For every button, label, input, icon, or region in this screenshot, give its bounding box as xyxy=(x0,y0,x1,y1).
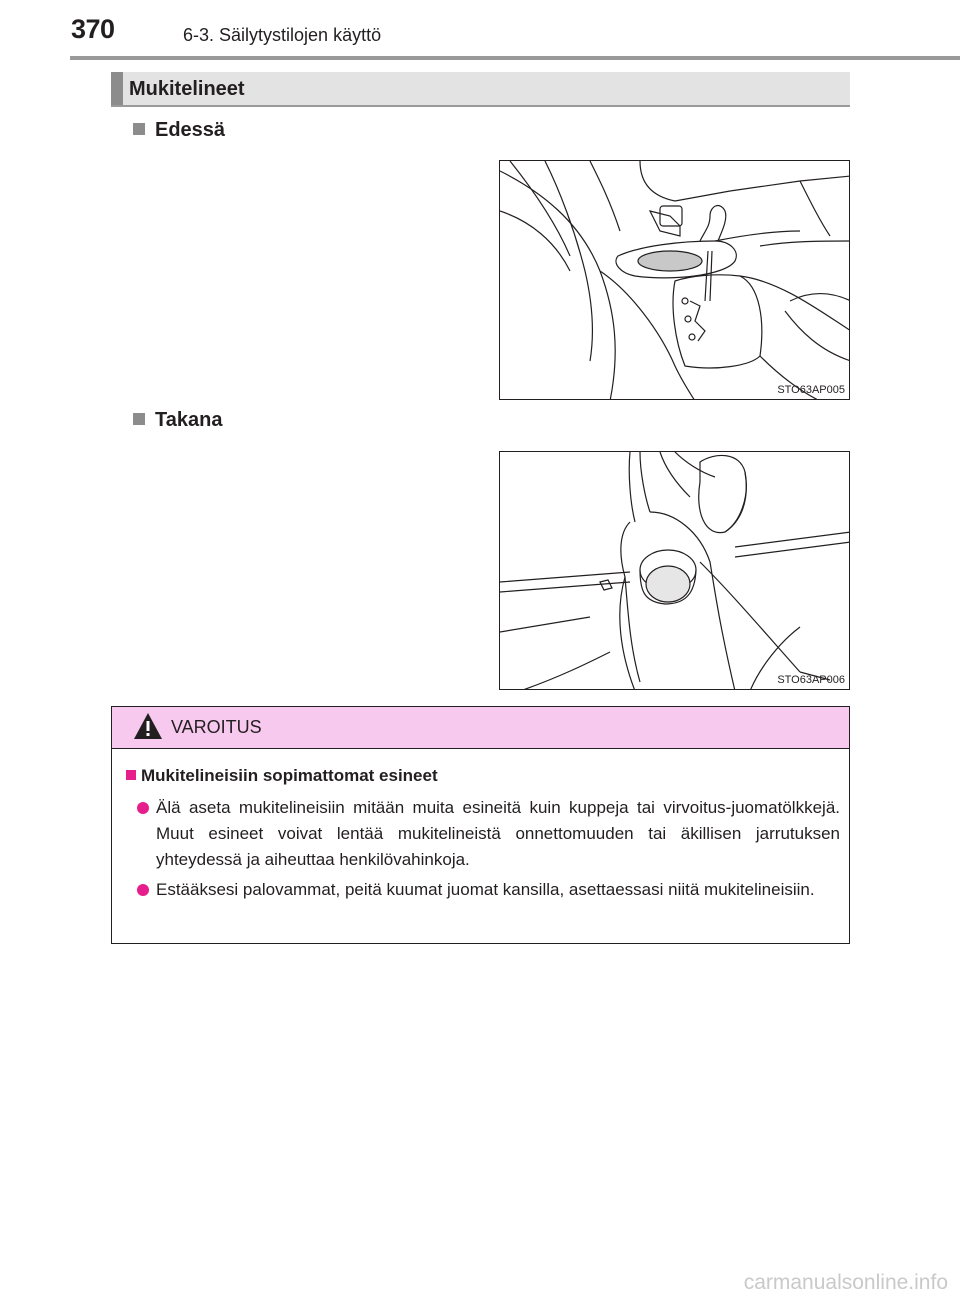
chapter-title: 6-3. Säilytystilojen käyttö xyxy=(183,25,382,45)
front-console-illustration xyxy=(500,161,850,400)
warning-title: VAROITUS xyxy=(171,717,262,737)
watermark: carmanualsonline.info xyxy=(743,1271,948,1294)
rear-heading xyxy=(133,409,222,432)
warning-item xyxy=(137,795,840,873)
page-number: 370 xyxy=(71,14,115,44)
rear-console-illustration xyxy=(500,452,850,690)
front-heading-label: Edessä xyxy=(155,119,226,141)
round-bullet-icon xyxy=(137,802,149,814)
section-title: Mukitelineet xyxy=(129,78,245,100)
warning-item xyxy=(137,877,840,903)
round-bullet-icon xyxy=(137,884,149,896)
square-bullet-icon xyxy=(126,770,136,780)
square-bullet-icon xyxy=(133,123,145,135)
front-heading xyxy=(133,119,225,142)
rear-cupholder-figure xyxy=(499,451,850,690)
front-cupholder-figure xyxy=(499,160,850,400)
section-accent xyxy=(111,72,123,105)
warning-box xyxy=(111,706,850,944)
rear-figure-code: STO63AP006 xyxy=(777,674,845,686)
warning-item-text: Estääksesi palovammat, peitä kuumat juomat kansilla, asettaessasi niitä mukitelineisiin. xyxy=(156,880,815,899)
header-rule xyxy=(70,56,960,60)
square-bullet-icon xyxy=(133,413,145,425)
warning-subheading xyxy=(126,766,438,786)
warning-triangle-icon xyxy=(133,711,163,741)
section-header xyxy=(111,72,850,107)
warning-header xyxy=(112,707,849,749)
rear-heading-label: Takana xyxy=(155,409,223,431)
warning-item-text: Älä aseta mukitelineisiin mitään muita esineitä kuin kuppeja tai virvoitus-juomatölkkejä. Muut esineet voivat lentää mukitelineistä onnettomuuden tai äkillisen jarrutuksen yhteydessä ja aiheuttaa henkilövahinkoja. xyxy=(156,798,840,869)
front-figure-code: STO63AP005 xyxy=(777,384,845,396)
warning-subheading-label: Mukitelineisiin sopimattomat esineet xyxy=(141,766,438,785)
